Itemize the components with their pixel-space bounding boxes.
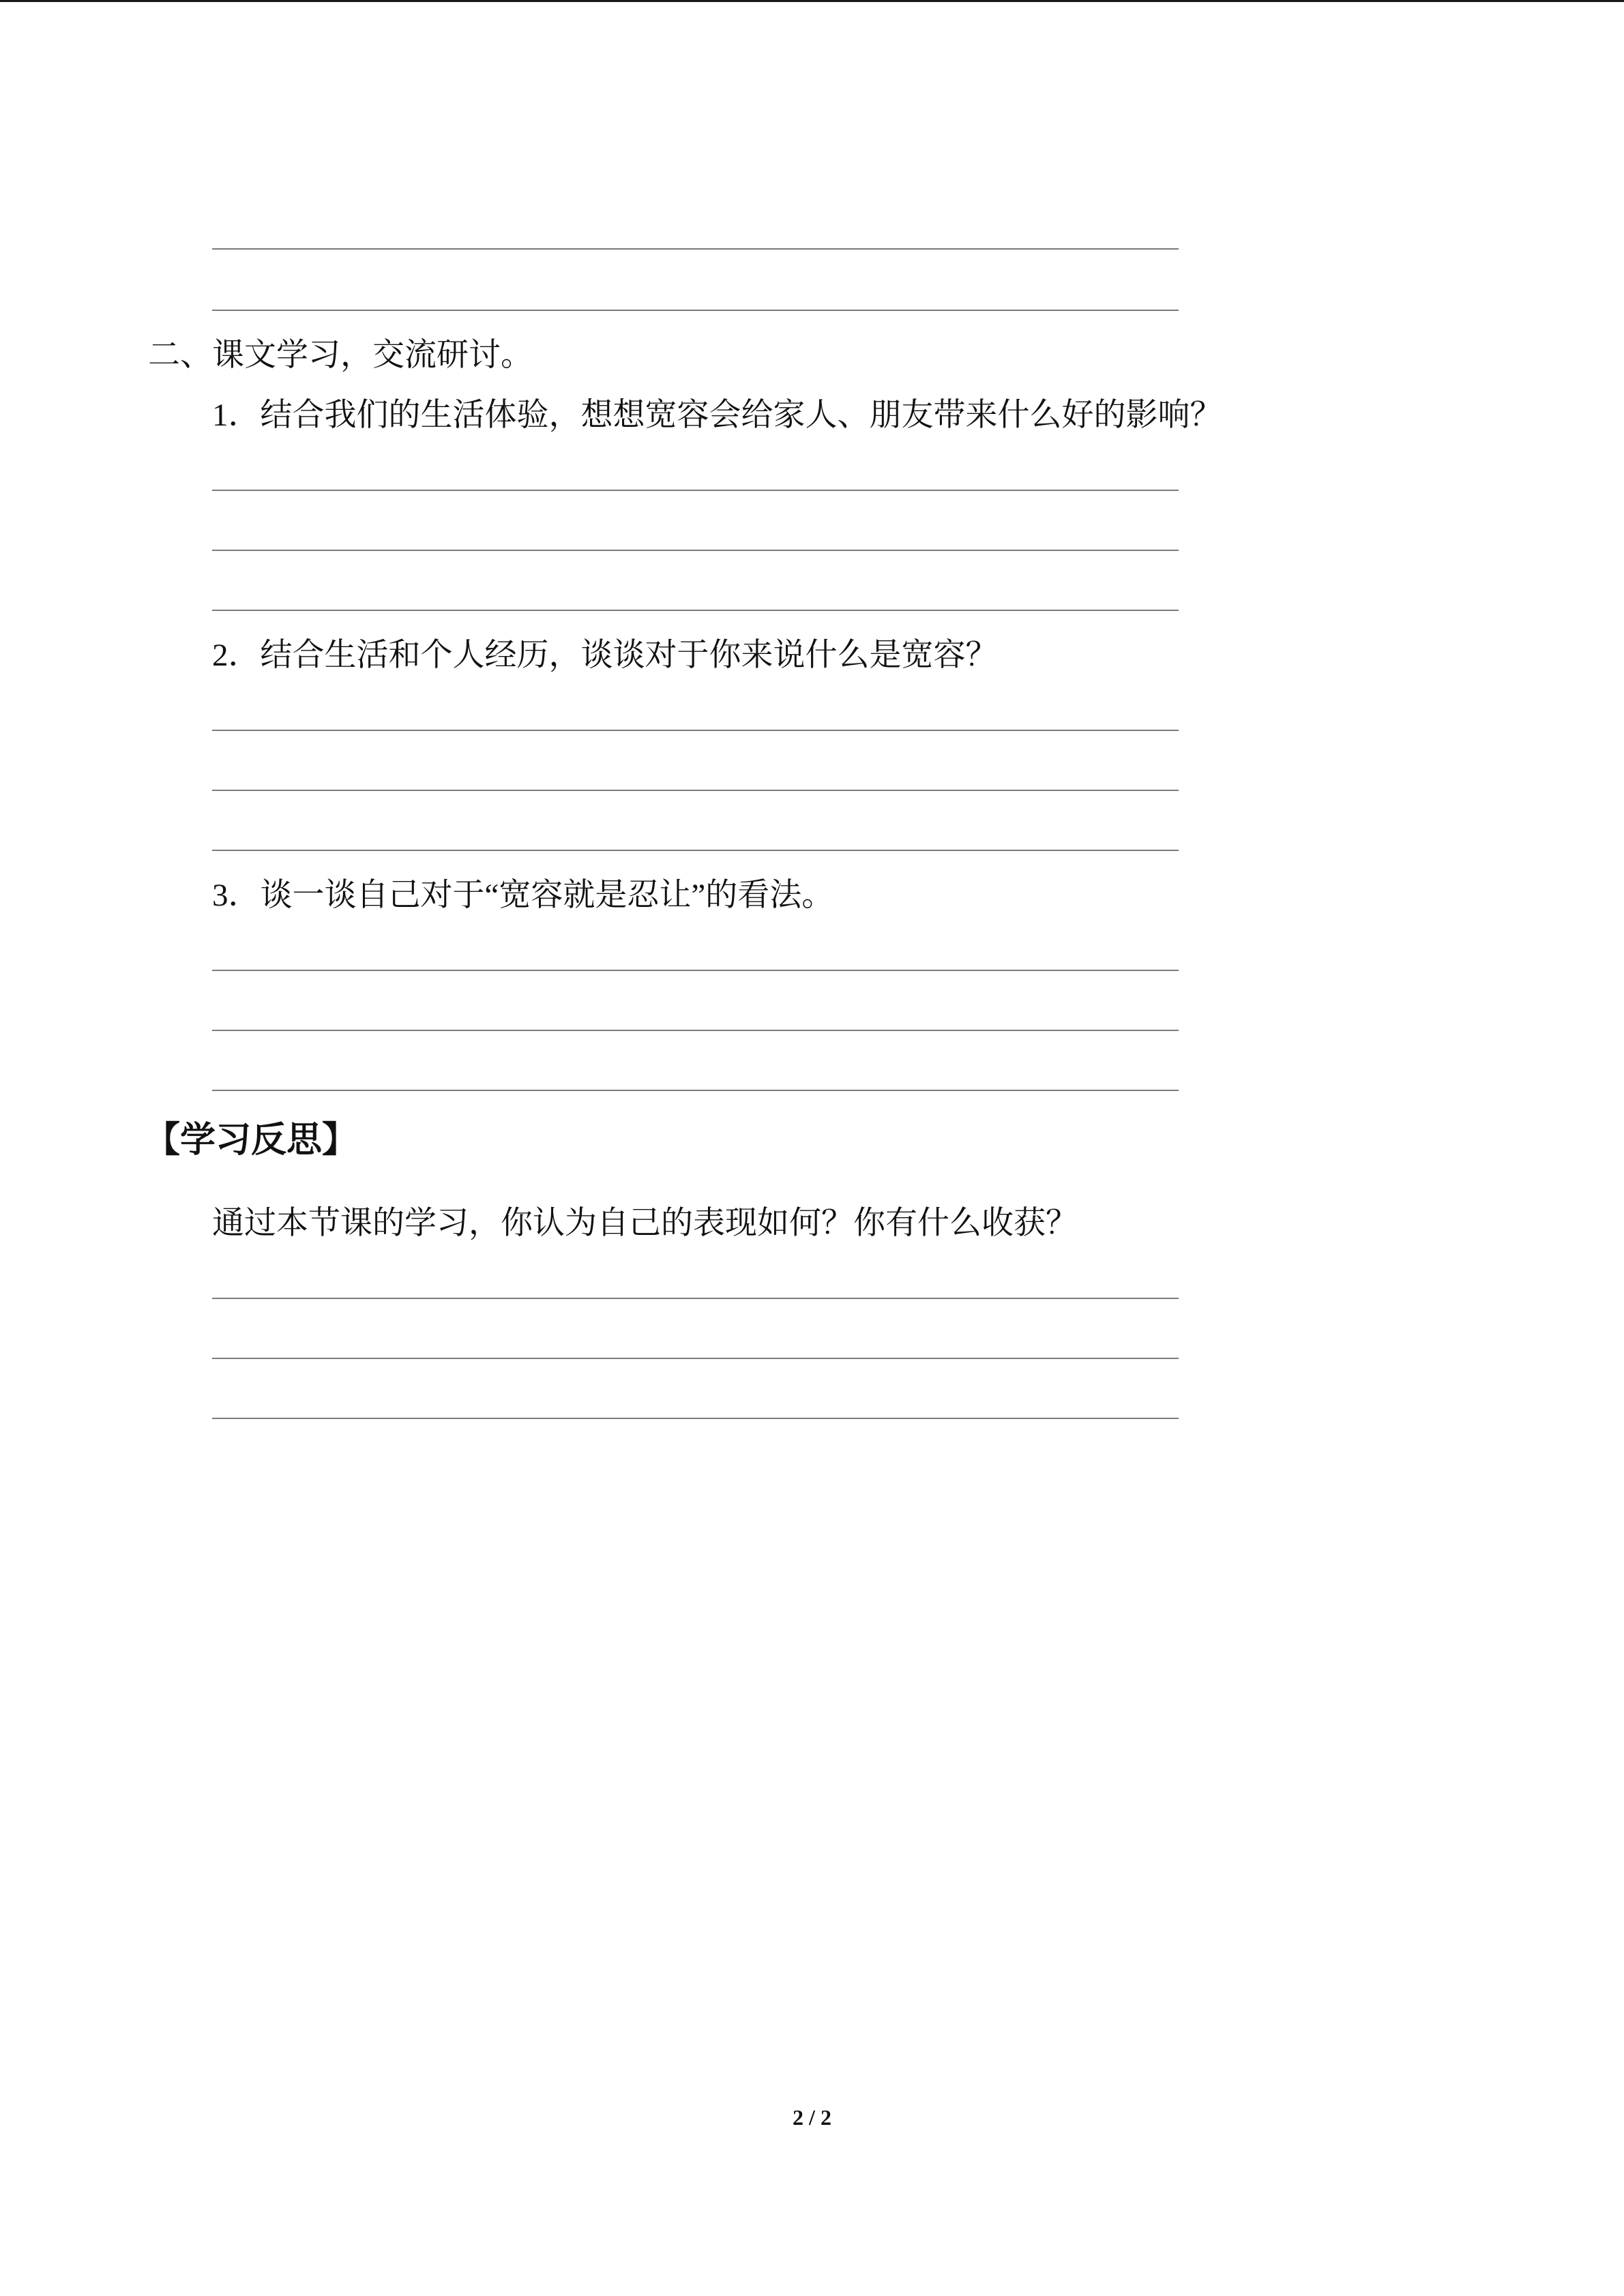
answer-line	[212, 550, 1179, 551]
answer-line	[212, 490, 1179, 491]
answer-line	[212, 310, 1179, 311]
reflection-heading: 【学习反思】	[145, 1120, 358, 1161]
answer-line	[212, 1030, 1179, 1031]
question-2: 2．结合生活和个人经历，谈谈对于你来说什么是宽容？	[212, 638, 998, 673]
answer-line	[212, 790, 1179, 791]
answer-line	[212, 610, 1179, 611]
page-top-edge	[0, 0, 1624, 2]
question-3: 3．谈一谈自己对于“宽容就是忍让”的看法。	[212, 878, 834, 913]
answer-line	[212, 730, 1179, 731]
question-1: 1．结合我们的生活体验，想想宽容会给家人、朋友带来什么好的影响？	[212, 398, 1222, 433]
answer-line	[212, 248, 1179, 250]
answer-line	[212, 1358, 1179, 1359]
answer-line	[212, 850, 1179, 851]
answer-line	[212, 970, 1179, 971]
answer-line	[212, 1418, 1179, 1419]
answer-line	[212, 1298, 1179, 1299]
answer-line	[212, 1090, 1179, 1091]
reflection-prompt: 通过本节课的学习，你认为自己的表现如何？你有什么收获？	[212, 1206, 1078, 1241]
page-number: 2 / 2	[793, 2105, 831, 2130]
section-heading: 二、课文学习，交流研讨。	[148, 338, 533, 373]
